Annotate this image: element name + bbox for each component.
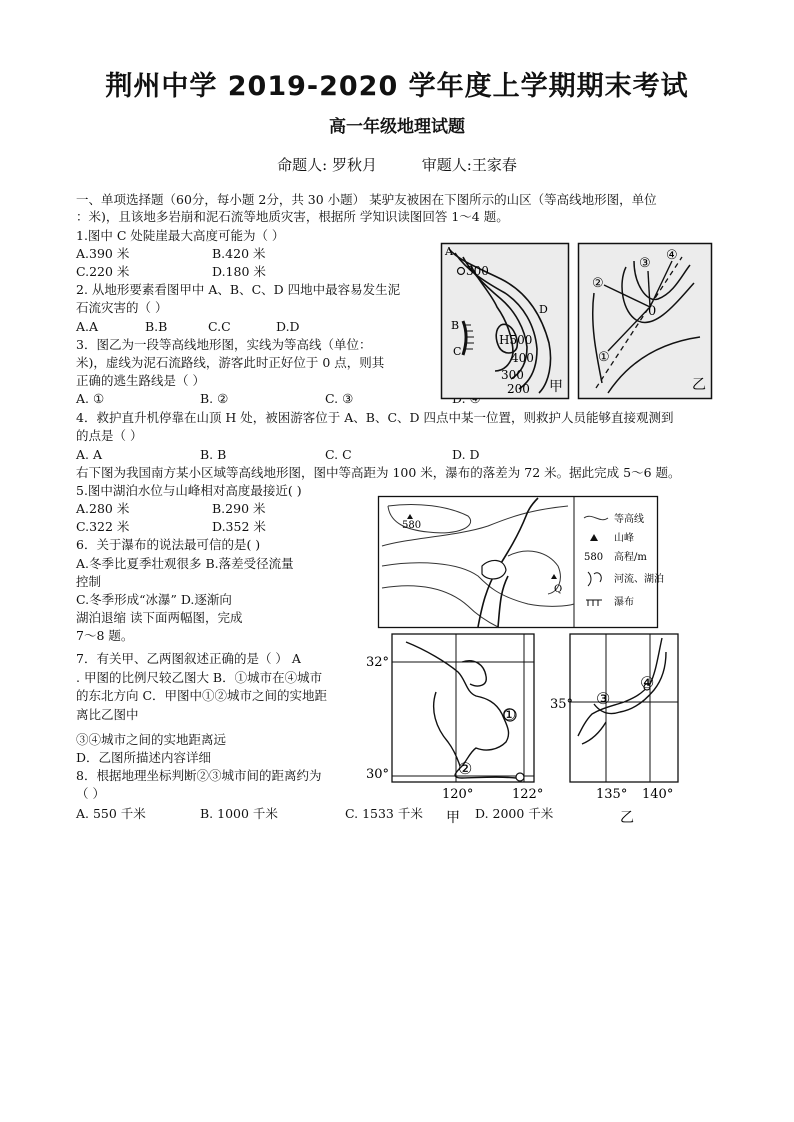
q1-option-d: D.180 米 [212,264,266,279]
q3-stem-line1: 3．图乙为一段等高线地形图，实线为等高线（单位： [76,337,372,352]
legend-waterfall-label: 瀑布 [614,597,634,608]
reviewer-name: 审题人:王家春 [421,156,517,174]
legend-elevation-number: 580 [584,552,604,563]
figure-map-jia [366,632,542,828]
fig-yi-route-4: ④ [666,248,678,263]
q4-stem-line1: 4．救护直升机停靠在山顶 H 处，被困游客位于 A、B、C、D 四点中某一位置，则救护人员能够直接观测到 [76,410,674,425]
q6-line3: C.冬季形成“冰瀑” D.逐渐向 [76,592,232,607]
q4-option-a: A. A [76,447,103,462]
q5-stem: 5.图中湖泊水位与山峰相对高度最接近( ) [76,483,302,498]
q1-option-b: B.420 米 [212,246,266,261]
map-yi-city-3: ③ [596,689,611,708]
fig-jia-contour-300: 300 [466,264,489,278]
q2-option-a: A.A [76,319,99,334]
q2-option-c: C.C [208,319,231,334]
legend-peak-label: 山峰 [614,533,634,544]
q6-line5: 7～8 题。 [76,628,134,643]
section2-intro: 右下图为我国南方某小区域等高线地形图，图中等高距为 100 米，瀑布的落差为 72 米。据此完成 5～6 题。 [76,465,681,480]
section1-intro-line2: ：米)，且该地多岩崩和泥石流等地质灾害，根据所 学知识读图回答 1～4 题。 [76,209,509,224]
q8-option-a: A. 550 千米 [76,806,146,821]
q2-option-d: D.D [276,319,300,334]
setter-name: 命题人: 罗秋月 [277,156,377,174]
map-jia-city-1: ① [502,705,517,724]
fig-jia-point-b: B [451,319,460,332]
fig-yi-origin-0: 0 [648,304,657,319]
map-jia-label: 甲 [446,810,460,826]
q4-option-c: C. C [325,447,352,462]
fig-jia-point-a: A [445,245,453,258]
legend-river-lake-label: 河流、湖泊 [614,574,664,585]
fig-jia-point-c: C [453,345,462,358]
fig-jia-contour-300b: 300 [501,368,524,382]
q8-stem-line2: （ ） [76,786,105,801]
figure-yi-contour-map [578,243,712,399]
q6-line4: 湖泊退缩 读下面两幅图，完成 [76,610,243,625]
q3-option-c: C. ③ [325,391,354,406]
q1-stem: 1.图中 C 处陡崖最大高度可能为（ ） [76,228,285,243]
q6-stem: 6．关于瀑布的说法最可信的是( ) [76,537,261,552]
q7-line1: 7．有关甲、乙两图叙述正确的是（ ） A [76,651,301,666]
legend-elevation-label: 高程/m [614,552,647,563]
q5-option-a: A.280 米 [76,501,130,516]
map-jia-city-2: ② [458,759,473,778]
q3-option-a: A. ① [76,391,105,406]
q2-stem-line2: 石流灾害的（ ） [76,300,168,315]
map-jia-lat-32: 32° [366,655,390,670]
fig-jia-label: 甲 [549,379,563,395]
fig-yi-route-1: ① [598,350,610,365]
figure-lake-waterfall-map [378,496,664,628]
q7-line2: . 甲图的比例尺较乙图大 B．①城市在④城市 [76,670,323,685]
map-jia-lat-30: 30° [366,767,390,782]
q5-option-b: B.290 米 [212,501,266,516]
q8-option-d: D. 2000 千米 [475,806,554,821]
map-yi-city-4: ④ [640,673,655,692]
q4-option-b: B. B [200,447,227,462]
q4-option-d: D. D [452,447,480,462]
section1-intro-line1: 一、单项选择题（60分，每小题 2分，共 30 小题） 某驴友被困在下图所示的山区（等高线地形图，单位 [76,192,657,207]
q1-option-c: C.220 米 [76,264,130,279]
map-jia-lon-122: 122° [512,787,544,802]
q3-stem-line3: 正确的逃生路线是（ ） [76,373,205,388]
q2-option-b: B.B [145,319,168,334]
figure-map-yi [546,632,682,828]
q7-line4: 离比乙图中 [76,707,139,722]
exam-title: 荆州中学 2019-2020 学年度上学期期末考试 [105,71,689,102]
fig-yi-route-3: ③ [639,256,651,271]
q5-option-d: D.352 米 [212,519,266,534]
map-jia-lon-120: 120° [442,787,474,802]
fig-jia-contour-400: 400 [511,351,534,365]
fig-jia-summit-h500: H500 [499,333,533,347]
fig-jia-contour-200: 200 [507,382,530,396]
q6-line2: 控制 [76,574,102,589]
q8-option-b: B. 1000 千米 [200,806,278,821]
legend-contour-label: 等高线 [614,514,644,525]
authors-line [0,158,794,172]
map-yi-lon-140: 140° [642,787,674,802]
fig-jia-point-d: D [539,303,548,316]
q3-option-b: B. ② [200,391,229,406]
q6-line1: A.冬季比夏季壮观很多 B.落差受径流量 [76,556,294,571]
q1-option-a: A.390 米 [76,246,130,261]
map-yi-lon-135: 135° [596,787,628,802]
q7-line3: 的东北方向 C．甲图中①②城市之间的实地距 [76,688,328,703]
lake-fig-lake-q: Q [554,584,563,595]
map-yi-lat-35: 35° [550,697,574,712]
q2-stem-line1: 2. 从地形要素看图甲中 A、B、C、D 四地中最容易发生泥 [76,282,401,297]
figure-jia-contour-map [441,243,569,399]
q8-stem-line1: 8．根据地理坐标判断②③城市间的距离约为 [76,768,322,783]
map-yi-label: 乙 [620,810,634,826]
fig-yi-label: 乙 [692,377,706,393]
q8-option-c: C. 1533 千米 [345,806,423,821]
fig-yi-route-2: ② [592,276,604,291]
q4-stem-line2: 的点是（ ） [76,428,143,443]
exam-subtitle: 高一年级地理试题 [329,117,465,137]
q5-option-c: C.322 米 [76,519,130,534]
q7-line6: D．乙图所描述内容详细 [76,750,212,765]
lake-fig-peak-580: 580 [402,520,422,531]
q3-stem-line2: 米)，虚线为泥石流路线，游客此时正好位于 0 点，则其 [76,355,385,370]
q7-line5: ③④城市之间的实地距离远 [76,732,227,747]
